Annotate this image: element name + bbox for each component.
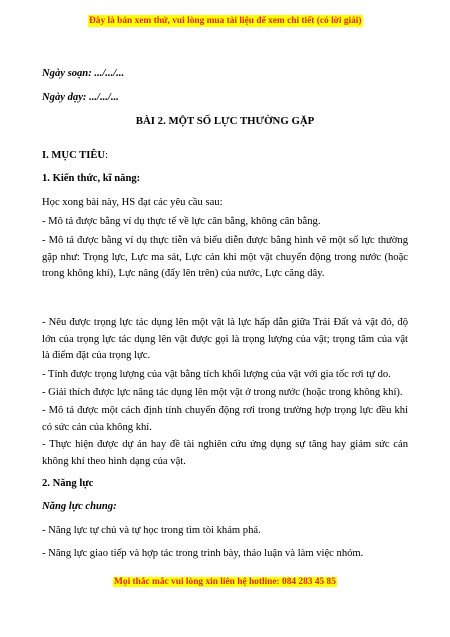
general-competence-item-1: - Năng lực tự chủ và tự học trong tìm tòi khám phá. — [42, 525, 261, 536]
section-heading-text: I. MỤC TIÊU — [42, 150, 106, 161]
teaching-date: Ngày dạy: .../.../... — [42, 92, 119, 103]
objective-item-4: - Tính được trọng lượng của vật bằng tích khối lượng của vật với gia tốc rơi tự do. — [42, 369, 391, 380]
intro-text: Học xong bài này, HS đạt các yêu cầu sau: — [42, 197, 223, 208]
hotline-text: Mọi thắc mắc vui lòng xin liên hệ hotline: 084 283 45 85 — [114, 577, 336, 587]
objective-item-2: - Mô tả được bằng ví dụ thực tiễn và biểu diễn được bằng hình vẽ một số lực thường gặp như: Trọng lực, Lực ma sát, Lực cản khi một vật chuyển động trong nước (hoặc trong không khí), Lực nâng (đẩy lên trên) của nước, Lực căng dây. — [42, 235, 408, 279]
subheading-general-competence: Năng lực chung: — [42, 501, 117, 512]
lesson-title: BÀI 2. MỘT SỐ LỰC THƯỜNG GẶP — [135, 115, 315, 127]
hotline-footer — [0, 577, 450, 587]
objective-item-1: - Mô tả được bằng ví dụ thực tế về lực cân bằng, không cân bằng. — [42, 216, 321, 227]
objective-item-6: - Mô tả được một cách định tính chuyển động rơi trong trường hợp trọng lực đều khi có sức cản của không khí. — [42, 405, 408, 433]
general-competence-item-2: - Năng lực giao tiếp và hợp tác trong trình bày, thảo luận và làm việc nhóm. — [42, 548, 364, 559]
objective-item-5: - Giải thích được lực nâng tác dụng lên một vật ở trong nước (hoặc trong không khí). — [42, 387, 403, 398]
objective-item-7: - Thực hiện được dự án hay đề tài nghiên cứu ứng dụng sự tăng hay giảm sức cản không khí theo hình dạng của vật. — [42, 439, 408, 467]
subheading-competence: 2. Năng lực — [42, 478, 94, 489]
section-heading-objectives — [42, 149, 108, 163]
objective-item-3: - Nêu được trọng lực tác dụng lên một vật là lực hấp dẫn giữa Trái Đất và vật đó, độ lớn của trọng lực tác dụng lên vật được gọi là trọng lượng của vật; trọng tâm của vật là điểm đặt của trọng lực. — [42, 317, 408, 361]
preparation-date: Ngày soạn: .../.../... — [42, 68, 125, 79]
subheading-knowledge-skills: 1. Kiến thức, kĩ năng: — [42, 173, 141, 184]
preview-banner: Đây là bản xem thử, vui lòng mua tài liệu để xem chi tiết (có lời giải) — [89, 16, 362, 26]
section-heading-colon: : — [105, 150, 109, 161]
